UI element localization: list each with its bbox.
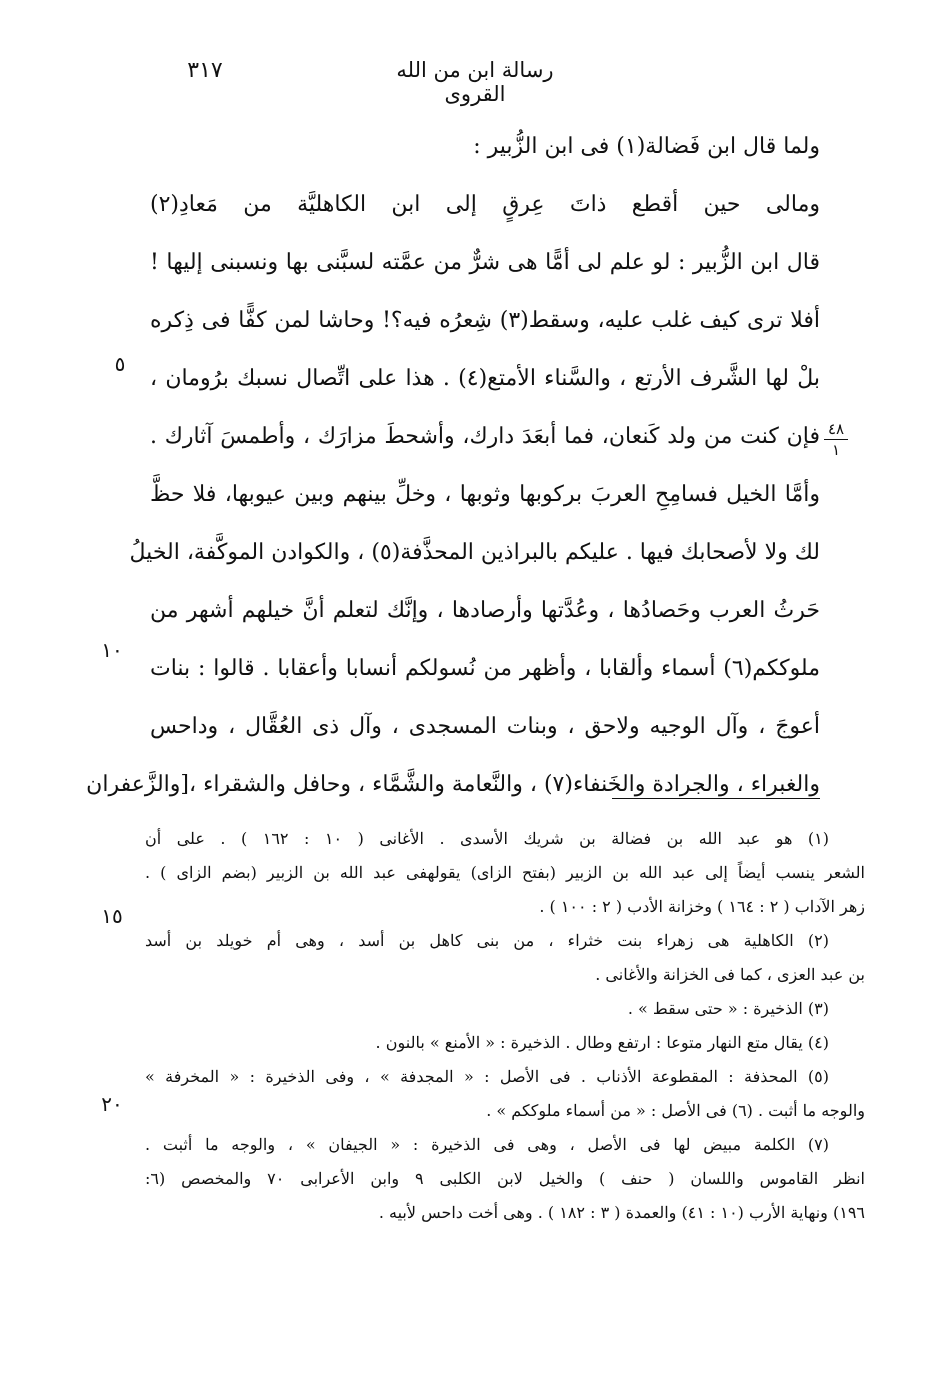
footnote-line: (٧) الكلمة مبيض لها فى الأصل ، وهى فى الذخيرة : « الجيفان » ، والوجه ما أثبت . <box>145 1135 830 1154</box>
footnote-line: الشعر ينسب أيضاً إلى عبد الله بن الزبير (بفتح الزاى) يقولهفى عبد الله بن الزبير (بضم الزاى ) . <box>145 863 866 882</box>
footnote-line: ١٩٦) ونهاية الأرب (١٠ : ٤١) والعمدة ( ٣ : ١٨٢ ) . وهى أخت داحس لأبيه . <box>378 1203 865 1222</box>
footnote-line: انظر القاموس واللسان ( حنف ) والخيل لابن الكلبى ٩ وابن الأعرابى ٧٠ والمخصص (٦: <box>145 1169 865 1188</box>
page-number: ٣١٧ <box>187 58 223 83</box>
footnote-line: (١) هو عبد الله بن فضالة بن شريك الأسدى . الأغانى ( ١٠ : ١٦٢ ) . على أن <box>145 829 830 848</box>
body-line: لك ولا لأصحابك فيها . عليكم بالبراذين المحذَّفة(٥) ، والكوادن الموكَّفة، الخيلُ <box>129 540 820 565</box>
footnote-line: (٥) المحذفة : المقطوعة الأذناب . فى الأصل : « المجدفة » ، وفى الذخيرة : « المخرفة » <box>145 1067 829 1086</box>
body-line: أعوجَ ، وآل الوجيه ولاحق ، وبنات المسجدى ، وآل ذى العُقَّال ، وداحس <box>150 714 820 739</box>
footnote-line: زهر الآداب ( ٢ : ١٦٤ ) وخزانة الأدب ( ٢ : ١٠٠ ) . <box>539 897 865 916</box>
line-number-5: ٥ <box>114 352 126 376</box>
body-line: بلْ لها الشَّرف الأرتع ، والسَّناء الأمتع(٤) . هذا على اتِّصال نسبك برُومان ، <box>150 366 820 391</box>
footnote-separator <box>612 798 820 799</box>
body-line: والغبراء ، والجرادة والخَنفاء(٧) ، والنَّعامة والشَّمَّاء ، وحافل والشقراء ،[والزَّعفران <box>86 772 820 797</box>
footnote-line: بن عبد العزى ، كما فى الخزانة والأغانى . <box>595 965 865 984</box>
body-line: ملوككم(٦) أسماء وألقابا ، وأظهر من نُسولكم أنسابا وأعقابا . قالوا : بنات <box>150 656 820 681</box>
margin-reference <box>818 420 854 459</box>
footnote-line: والوجه ما أثبت . (٦) فى الأصل : « من أسماء ملوككم » . <box>486 1101 865 1120</box>
body-line: ولما قال ابن فَضالة(١) فى ابن الزُّبير : <box>473 134 820 159</box>
margin-reference-divider <box>824 439 848 440</box>
footnote-line: (٣) الذخيرة : « حتى سقط » . <box>627 999 829 1018</box>
margin-reference-top: ٤٨ <box>827 420 845 438</box>
body-line: حَرثُ العرب وحَصادُها ، وعُدَّتها وأرصادها ، وإنَّك لتعلم أنَّ خيلهم أشهر من <box>150 598 820 623</box>
body-line: أفلا ترى كيف غلب عليه، وسقط(٣) شِعرُه فيه؟! وحاشا لمن كفًّا فى ذِكره <box>150 308 821 333</box>
line-number-10: ١٠ <box>101 638 123 662</box>
body-line: ومالى حين أقطع ذاتَ عِرقٍ إلى ابن الكاهليَّة من مَعادِ(٢) <box>150 192 820 217</box>
running-header-title: رسالة ابن من الله القروى <box>396 58 554 106</box>
body-line: قال ابن الزُّبير : لو علم لى أمًّا هى شرٌّ من عمَّته لسبَّنى بها ونسبنى إليها ! <box>150 250 820 275</box>
footnotes <box>145 822 865 1230</box>
margin-reference-bottom: ١ <box>831 441 841 459</box>
body-line: فإن كنت من ولد كَنعان، فما أبعَدَ دارك، وأشحطَ مزارَك ، وأطمسَ آثارك . <box>150 424 820 449</box>
footnote-line: (٢) الكاهلية هى زهراء بنت خثراء ، من بنى كاهل بن أسد ، وهى أم خويلد بن أسد <box>145 931 829 950</box>
body-line: وأمَّا الخيل فسامِحِ العربَ بركوبها وثوبها ، وخلِّ بينهم وبين عيوبها، فلا حظَّ <box>150 482 820 507</box>
line-number-15: ١٥ <box>101 904 123 928</box>
footnote-line: (٤) يقال متع النهار متوعا : ارتفع وطال . الذخيرة : « الأمنع » بالنون . <box>375 1033 829 1052</box>
line-number-20: ٢٠ <box>101 1092 123 1116</box>
